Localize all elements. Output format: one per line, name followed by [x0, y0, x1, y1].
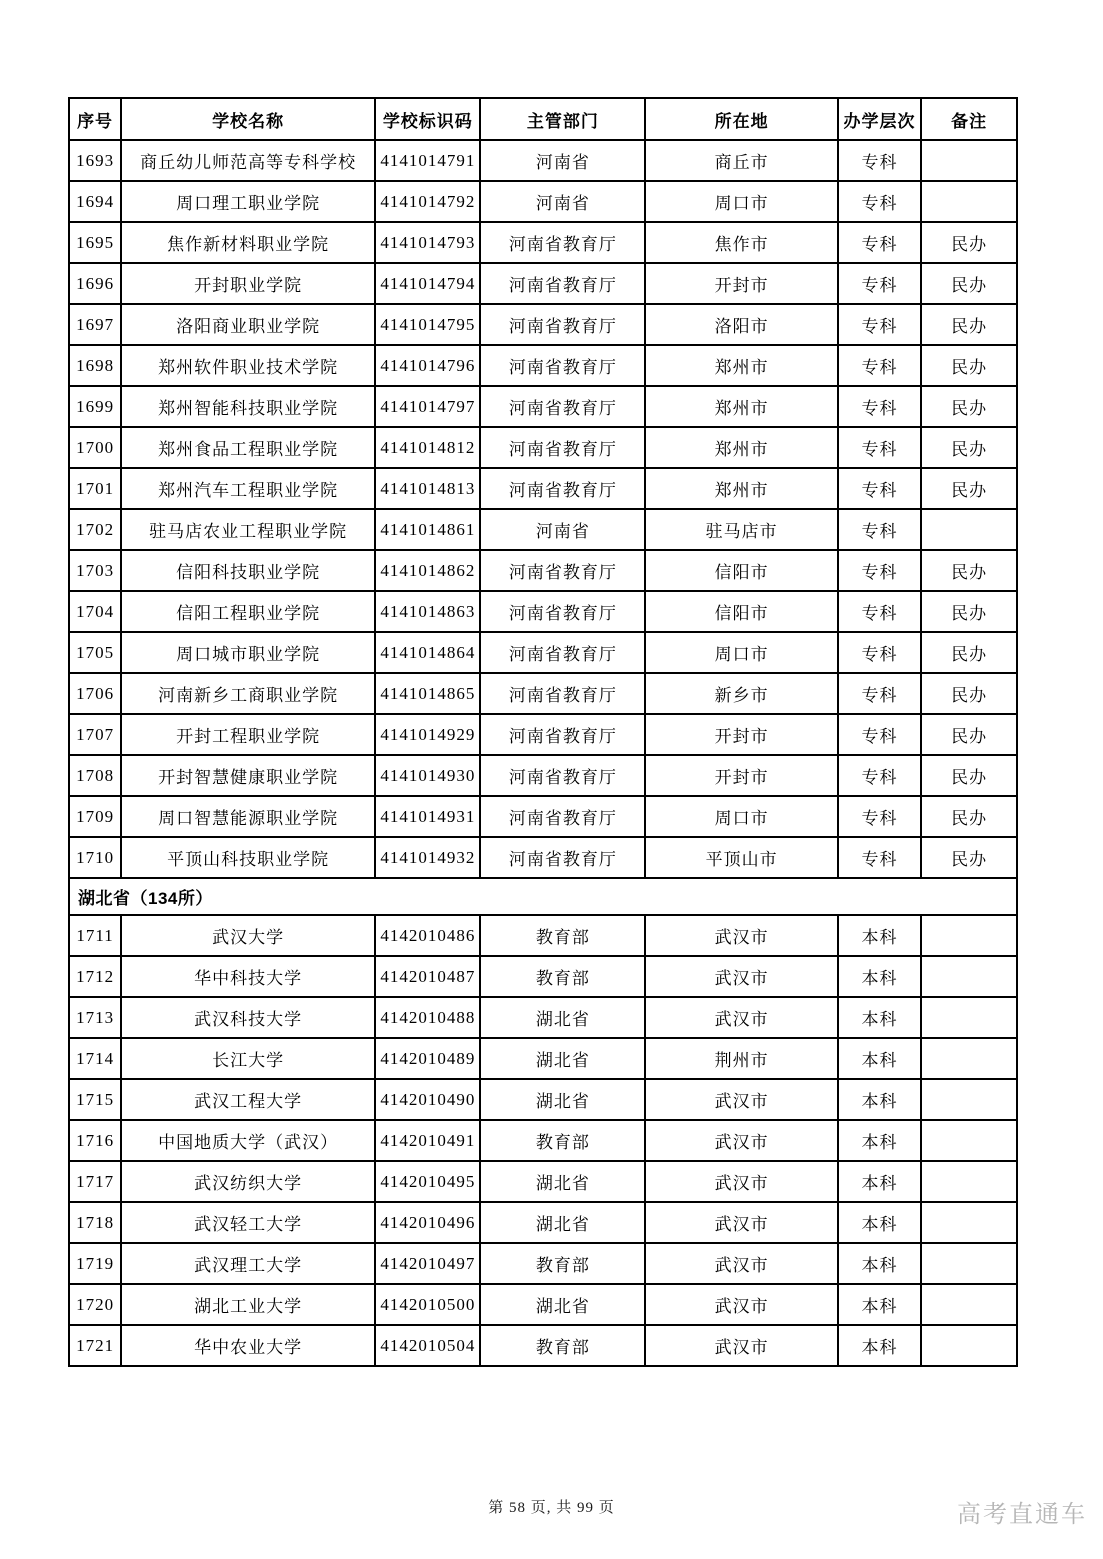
table-row [69, 1161, 1017, 1202]
cell-school-name: 武汉轻工大学 [121, 1202, 375, 1243]
cell-level: 本科 [838, 1202, 921, 1243]
cell-location: 郑州市 [645, 468, 837, 509]
cell-school-code: 4142010495 [375, 1161, 480, 1202]
cell-level: 专科 [838, 386, 921, 427]
cell-remarks: 民办 [921, 632, 1017, 673]
cell-remarks [921, 1202, 1017, 1243]
cell-school-code: 4141014864 [375, 632, 480, 673]
cell-school-code: 4142010489 [375, 1038, 480, 1079]
cell-authority: 河南省 [480, 509, 645, 550]
table-row [69, 1202, 1017, 1243]
cell-school-code: 4141014794 [375, 263, 480, 304]
cell-school-code: 4142010487 [375, 956, 480, 997]
cell-location: 武汉市 [645, 1243, 837, 1284]
cell-index: 1705 [69, 632, 121, 673]
cell-location: 周口市 [645, 181, 837, 222]
cell-school-code: 4142010490 [375, 1079, 480, 1120]
cell-level: 本科 [838, 915, 921, 956]
cell-location: 荆州市 [645, 1038, 837, 1079]
cell-remarks [921, 1079, 1017, 1120]
cell-school-name: 河南新乡工商职业学院 [121, 673, 375, 714]
cell-index: 1716 [69, 1120, 121, 1161]
cell-authority: 湖北省 [480, 997, 645, 1038]
cell-index: 1708 [69, 755, 121, 796]
cell-location: 郑州市 [645, 427, 837, 468]
cell-school-code: 4142010488 [375, 997, 480, 1038]
cell-location: 武汉市 [645, 1079, 837, 1120]
cell-authority: 河南省教育厅 [480, 837, 645, 878]
cell-school-name: 华中农业大学 [121, 1325, 375, 1366]
cell-school-code: 4141014812 [375, 427, 480, 468]
cell-school-code: 4142010500 [375, 1284, 480, 1325]
cell-index: 1709 [69, 796, 121, 837]
cell-index: 1711 [69, 915, 121, 956]
cell-location: 平顶山市 [645, 837, 837, 878]
cell-remarks [921, 1120, 1017, 1161]
cell-school-name: 周口智慧能源职业学院 [121, 796, 375, 837]
cell-remarks [921, 997, 1017, 1038]
cell-index: 1699 [69, 386, 121, 427]
table-row [69, 1243, 1017, 1284]
cell-school-name: 开封职业学院 [121, 263, 375, 304]
province-section-header: 湖北省（134所） [69, 878, 1017, 915]
cell-remarks: 民办 [921, 837, 1017, 878]
cell-authority: 河南省教育厅 [480, 796, 645, 837]
table-row [69, 673, 1017, 714]
cell-level: 专科 [838, 714, 921, 755]
cell-remarks [921, 509, 1017, 550]
province-section-row [69, 878, 1017, 915]
cell-school-name: 商丘幼儿师范高等专科学校 [121, 140, 375, 181]
cell-school-code: 4141014792 [375, 181, 480, 222]
cell-remarks [921, 956, 1017, 997]
cell-index: 1697 [69, 304, 121, 345]
cell-authority: 教育部 [480, 1325, 645, 1366]
cell-authority: 河南省教育厅 [480, 591, 645, 632]
cell-remarks [921, 181, 1017, 222]
cell-remarks [921, 140, 1017, 181]
cell-index: 1695 [69, 222, 121, 263]
cell-school-name: 信阳科技职业学院 [121, 550, 375, 591]
cell-remarks: 民办 [921, 427, 1017, 468]
cell-location: 商丘市 [645, 140, 837, 181]
cell-school-name: 驻马店农业工程职业学院 [121, 509, 375, 550]
column-header-remarks: 备注 [921, 98, 1017, 140]
cell-authority: 湖北省 [480, 1038, 645, 1079]
cell-remarks [921, 1325, 1017, 1366]
cell-school-name: 焦作新材料职业学院 [121, 222, 375, 263]
cell-index: 1704 [69, 591, 121, 632]
cell-school-name: 开封工程职业学院 [121, 714, 375, 755]
cell-authority: 河南省教育厅 [480, 673, 645, 714]
cell-index: 1693 [69, 140, 121, 181]
cell-authority: 湖北省 [480, 1079, 645, 1120]
cell-location: 武汉市 [645, 1120, 837, 1161]
cell-authority: 河南省 [480, 181, 645, 222]
cell-index: 1694 [69, 181, 121, 222]
cell-school-code: 4141014793 [375, 222, 480, 263]
cell-school-code: 4141014791 [375, 140, 480, 181]
cell-location: 武汉市 [645, 1202, 837, 1243]
cell-remarks: 民办 [921, 673, 1017, 714]
cell-school-name: 信阳工程职业学院 [121, 591, 375, 632]
cell-authority: 河南省教育厅 [480, 222, 645, 263]
cell-school-name: 武汉理工大学 [121, 1243, 375, 1284]
table-row [69, 140, 1017, 181]
cell-location: 武汉市 [645, 1284, 837, 1325]
cell-index: 1713 [69, 997, 121, 1038]
cell-level: 专科 [838, 632, 921, 673]
cell-remarks: 民办 [921, 796, 1017, 837]
cell-school-name: 中国地质大学（武汉） [121, 1120, 375, 1161]
cell-location: 武汉市 [645, 1325, 837, 1366]
cell-authority: 教育部 [480, 956, 645, 997]
cell-location: 开封市 [645, 755, 837, 796]
cell-index: 1720 [69, 1284, 121, 1325]
cell-school-code: 4142010497 [375, 1243, 480, 1284]
cell-school-name: 武汉大学 [121, 915, 375, 956]
table-row [69, 1284, 1017, 1325]
cell-school-code: 4141014930 [375, 755, 480, 796]
cell-school-code: 4142010504 [375, 1325, 480, 1366]
cell-school-name: 郑州食品工程职业学院 [121, 427, 375, 468]
cell-school-name: 周口城市职业学院 [121, 632, 375, 673]
cell-remarks: 民办 [921, 304, 1017, 345]
cell-location: 武汉市 [645, 915, 837, 956]
cell-index: 1700 [69, 427, 121, 468]
cell-remarks: 民办 [921, 714, 1017, 755]
cell-location: 开封市 [645, 714, 837, 755]
table-row [69, 304, 1017, 345]
cell-location: 新乡市 [645, 673, 837, 714]
column-header-level: 办学层次 [838, 98, 921, 140]
cell-school-code: 4142010496 [375, 1202, 480, 1243]
table-row [69, 222, 1017, 263]
cell-school-name: 郑州软件职业技术学院 [121, 345, 375, 386]
table-row [69, 632, 1017, 673]
cell-school-name: 周口理工职业学院 [121, 181, 375, 222]
cell-level: 本科 [838, 1161, 921, 1202]
table-row [69, 1038, 1017, 1079]
table-row [69, 956, 1017, 997]
page-number-indicator: 第 58 页, 共 99 页 [488, 1500, 615, 1516]
cell-school-code: 4141014796 [375, 345, 480, 386]
cell-level: 专科 [838, 345, 921, 386]
cell-school-code: 4141014863 [375, 591, 480, 632]
cell-school-code: 4141014797 [375, 386, 480, 427]
cell-location: 郑州市 [645, 345, 837, 386]
cell-remarks: 民办 [921, 222, 1017, 263]
cell-level: 本科 [838, 1284, 921, 1325]
cell-school-name: 平顶山科技职业学院 [121, 837, 375, 878]
cell-remarks: 民办 [921, 591, 1017, 632]
cell-remarks: 民办 [921, 386, 1017, 427]
cell-level: 专科 [838, 673, 921, 714]
table-row [69, 181, 1017, 222]
cell-location: 焦作市 [645, 222, 837, 263]
cell-level: 专科 [838, 837, 921, 878]
cell-authority: 湖北省 [480, 1161, 645, 1202]
column-header-school-code: 学校标识码 [375, 98, 480, 140]
cell-index: 1702 [69, 509, 121, 550]
cell-level: 专科 [838, 181, 921, 222]
table-header-row [69, 98, 1017, 140]
cell-level: 专科 [838, 591, 921, 632]
cell-authority: 湖北省 [480, 1284, 645, 1325]
cell-school-name: 华中科技大学 [121, 956, 375, 997]
table-row [69, 837, 1017, 878]
table-row [69, 1120, 1017, 1161]
cell-authority: 河南省教育厅 [480, 468, 645, 509]
cell-authority: 河南省教育厅 [480, 550, 645, 591]
cell-remarks [921, 1038, 1017, 1079]
cell-index: 1696 [69, 263, 121, 304]
table-row [69, 997, 1017, 1038]
table-row [69, 509, 1017, 550]
table-row [69, 1325, 1017, 1366]
cell-authority: 河南省教育厅 [480, 345, 645, 386]
cell-remarks: 民办 [921, 550, 1017, 591]
cell-school-name: 郑州汽车工程职业学院 [121, 468, 375, 509]
column-header-location: 所在地 [645, 98, 837, 140]
cell-remarks [921, 1161, 1017, 1202]
table-row [69, 1079, 1017, 1120]
cell-remarks: 民办 [921, 468, 1017, 509]
cell-location: 武汉市 [645, 956, 837, 997]
cell-authority: 河南省教育厅 [480, 755, 645, 796]
cell-index: 1698 [69, 345, 121, 386]
university-list-table [68, 97, 1018, 1367]
cell-authority: 教育部 [480, 1243, 645, 1284]
cell-level: 本科 [838, 1038, 921, 1079]
cell-school-code: 4141014862 [375, 550, 480, 591]
table-row [69, 386, 1017, 427]
cell-authority: 河南省教育厅 [480, 632, 645, 673]
cell-level: 专科 [838, 468, 921, 509]
cell-school-code: 4141014813 [375, 468, 480, 509]
cell-index: 1703 [69, 550, 121, 591]
cell-index: 1706 [69, 673, 121, 714]
cell-school-code: 4141014865 [375, 673, 480, 714]
table-row [69, 755, 1017, 796]
cell-remarks: 民办 [921, 263, 1017, 304]
cell-school-name: 湖北工业大学 [121, 1284, 375, 1325]
column-header-index: 序号 [69, 98, 121, 140]
cell-authority: 河南省教育厅 [480, 386, 645, 427]
cell-remarks: 民办 [921, 345, 1017, 386]
cell-location: 武汉市 [645, 997, 837, 1038]
cell-school-name: 武汉工程大学 [121, 1079, 375, 1120]
cell-remarks: 民办 [921, 755, 1017, 796]
cell-authority: 河南省教育厅 [480, 427, 645, 468]
cell-level: 专科 [838, 755, 921, 796]
column-header-authority: 主管部门 [480, 98, 645, 140]
cell-index: 1710 [69, 837, 121, 878]
cell-level: 本科 [838, 1120, 921, 1161]
cell-school-name: 武汉科技大学 [121, 997, 375, 1038]
cell-school-code: 4141014861 [375, 509, 480, 550]
cell-level: 专科 [838, 427, 921, 468]
cell-school-code: 4141014931 [375, 796, 480, 837]
cell-location: 周口市 [645, 796, 837, 837]
cell-level: 专科 [838, 550, 921, 591]
table-row [69, 427, 1017, 468]
cell-level: 专科 [838, 263, 921, 304]
cell-level: 本科 [838, 956, 921, 997]
cell-location: 洛阳市 [645, 304, 837, 345]
cell-location: 郑州市 [645, 386, 837, 427]
cell-authority: 河南省 [480, 140, 645, 181]
watermark-text: 高考直通车 [957, 1502, 1087, 1528]
cell-level: 专科 [838, 140, 921, 181]
cell-level: 本科 [838, 997, 921, 1038]
cell-school-name: 长江大学 [121, 1038, 375, 1079]
cell-authority: 河南省教育厅 [480, 304, 645, 345]
cell-location: 周口市 [645, 632, 837, 673]
cell-index: 1715 [69, 1079, 121, 1120]
cell-level: 专科 [838, 222, 921, 263]
cell-level: 专科 [838, 796, 921, 837]
table-row [69, 345, 1017, 386]
table-row [69, 915, 1017, 956]
cell-level: 专科 [838, 304, 921, 345]
cell-level: 本科 [838, 1325, 921, 1366]
cell-school-name: 武汉纺织大学 [121, 1161, 375, 1202]
cell-index: 1717 [69, 1161, 121, 1202]
cell-index: 1707 [69, 714, 121, 755]
cell-school-code: 4142010491 [375, 1120, 480, 1161]
cell-school-code: 4141014932 [375, 837, 480, 878]
cell-authority: 教育部 [480, 915, 645, 956]
column-header-school-name: 学校名称 [121, 98, 375, 140]
cell-remarks [921, 1243, 1017, 1284]
cell-level: 专科 [838, 509, 921, 550]
cell-level: 本科 [838, 1243, 921, 1284]
cell-level: 本科 [838, 1079, 921, 1120]
cell-school-name: 郑州智能科技职业学院 [121, 386, 375, 427]
cell-location: 武汉市 [645, 1161, 837, 1202]
cell-location: 信阳市 [645, 550, 837, 591]
table-row [69, 591, 1017, 632]
cell-authority: 河南省教育厅 [480, 263, 645, 304]
table-row [69, 550, 1017, 591]
cell-location: 开封市 [645, 263, 837, 304]
table-row [69, 714, 1017, 755]
cell-remarks [921, 915, 1017, 956]
cell-school-code: 4141014795 [375, 304, 480, 345]
cell-location: 驻马店市 [645, 509, 837, 550]
cell-location: 信阳市 [645, 591, 837, 632]
cell-remarks [921, 1284, 1017, 1325]
cell-school-name: 洛阳商业职业学院 [121, 304, 375, 345]
cell-school-code: 4142010486 [375, 915, 480, 956]
cell-index: 1712 [69, 956, 121, 997]
cell-authority: 湖北省 [480, 1202, 645, 1243]
cell-authority: 教育部 [480, 1120, 645, 1161]
cell-index: 1719 [69, 1243, 121, 1284]
table-row [69, 263, 1017, 304]
cell-index: 1721 [69, 1325, 121, 1366]
cell-index: 1718 [69, 1202, 121, 1243]
cell-school-code: 4141014929 [375, 714, 480, 755]
table-row [69, 468, 1017, 509]
cell-authority: 河南省教育厅 [480, 714, 645, 755]
cell-school-name: 开封智慧健康职业学院 [121, 755, 375, 796]
cell-index: 1714 [69, 1038, 121, 1079]
table-row [69, 796, 1017, 837]
cell-index: 1701 [69, 468, 121, 509]
